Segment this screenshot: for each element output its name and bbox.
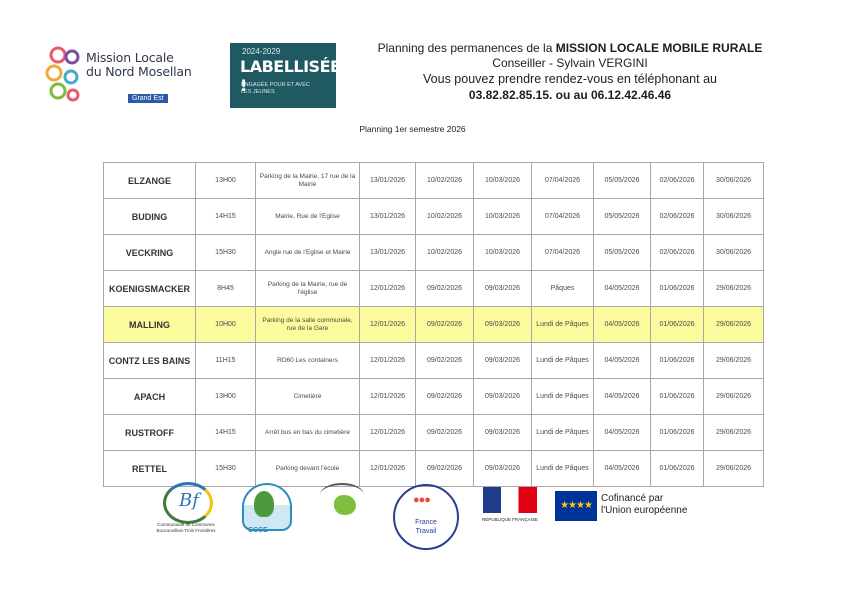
- republique-caption: RÉPUBLIQUE FRANÇAISE: [481, 517, 538, 522]
- date-cell: 12/01/2026: [360, 451, 416, 487]
- date-cell: 01/06/2026: [651, 415, 704, 451]
- date-cell: 04/05/2026: [594, 379, 651, 415]
- date-cell: 30/06/2026: [704, 199, 764, 235]
- town-cell: BUDING: [104, 199, 196, 235]
- date-cell: 05/05/2026: [594, 199, 651, 235]
- table-row: [104, 307, 764, 343]
- date-cell: 29/06/2026: [704, 379, 764, 415]
- town-cell: MALLING: [104, 307, 196, 343]
- region-tag: Grand Est: [128, 94, 168, 103]
- date-cell: 09/03/2026: [474, 415, 532, 451]
- date-cell: 12/01/2026: [360, 307, 416, 343]
- eu-caption-line2: l'Union européenne: [601, 505, 688, 516]
- eu-caption-line1: Cofinancé par: [601, 493, 664, 504]
- header-line3: Vous pouvez prendre rendez-vous en téléphonant au: [423, 72, 717, 86]
- date-cell: 07/04/2026: [532, 235, 594, 271]
- date-cell: 29/06/2026: [704, 343, 764, 379]
- time-cell: 14H15: [196, 199, 256, 235]
- date-cell: Lundi de Pâques: [532, 379, 594, 415]
- date-cell: 12/01/2026: [360, 379, 416, 415]
- place-cell: Parking de la Mairie, 17 rue de la Mairie: [256, 163, 360, 199]
- mission-locale-circles-icon: [44, 45, 84, 107]
- date-cell: 09/03/2026: [474, 379, 532, 415]
- badge-years: 2024-2029: [242, 47, 281, 56]
- logo-name-line2: du Nord Mosellan: [86, 64, 192, 79]
- place-cell: Parking de la salle communale, rue de la Gare: [256, 307, 360, 343]
- leaf-icon: [334, 495, 356, 515]
- date-cell: 10/02/2026: [416, 235, 474, 271]
- place-cell: Angle rue de l'Eglise et Mairie: [256, 235, 360, 271]
- table-row: [104, 235, 764, 271]
- date-cell: 13/01/2026: [360, 199, 416, 235]
- date-cell: 01/06/2026: [651, 307, 704, 343]
- date-cell: 09/02/2026: [416, 451, 474, 487]
- labellisee-badge: [230, 43, 341, 108]
- date-cell: 02/06/2026: [651, 163, 704, 199]
- header-line1-bold: MISSION LOCALE MOBILE RURALE: [555, 41, 763, 55]
- date-cell: 05/05/2026: [594, 163, 651, 199]
- mission-locale-name: [86, 51, 192, 79]
- france-travail-line1: France: [415, 519, 437, 526]
- header-line2: Conseiller - Sylvain VERGINI: [492, 56, 648, 70]
- town-cell: APACH: [104, 379, 196, 415]
- date-cell: 12/01/2026: [360, 415, 416, 451]
- table-row: [104, 379, 764, 415]
- place-cell: Mairie, Rue de l'Eglise: [256, 199, 360, 235]
- date-cell: 04/05/2026: [594, 307, 651, 343]
- place-cell: Arrêt bus en bas du cimetière: [256, 415, 360, 451]
- republique-francaise-logo: [481, 485, 539, 535]
- france-travail-line2: Travail: [415, 528, 437, 535]
- town-cell: ELZANGE: [104, 163, 196, 199]
- date-cell: 09/03/2026: [474, 451, 532, 487]
- date-cell: 10/03/2026: [474, 199, 532, 235]
- date-cell: 01/06/2026: [651, 451, 704, 487]
- time-cell: 11H15: [196, 343, 256, 379]
- date-cell: 09/02/2026: [416, 379, 474, 415]
- header-line1: [360, 41, 780, 56]
- date-cell: Lundi de Pâques: [532, 343, 594, 379]
- town-cell: RUSTROFF: [104, 415, 196, 451]
- table-row: [104, 343, 764, 379]
- date-cell: 04/05/2026: [594, 271, 651, 307]
- time-cell: 15H30: [196, 451, 256, 487]
- date-cell: 12/01/2026: [360, 343, 416, 379]
- eu-flag-icon: ★★★★: [555, 491, 597, 521]
- time-cell: 8H45: [196, 271, 256, 307]
- date-cell: 07/04/2026: [532, 199, 594, 235]
- table-row: [104, 271, 764, 307]
- ccb-partner-logo: [145, 480, 227, 540]
- france-travail-logo: [393, 484, 459, 550]
- badge-title: LABELLISÉE !: [240, 57, 341, 95]
- date-cell: 29/06/2026: [704, 307, 764, 343]
- date-cell: 07/04/2026: [532, 163, 594, 199]
- place-cell: Parking de la Mairie, rue de l'église: [256, 271, 360, 307]
- date-cell: 01/06/2026: [651, 271, 704, 307]
- date-cell: 13/01/2026: [360, 163, 416, 199]
- date-cell: Lundi de Pâques: [532, 415, 594, 451]
- town-cell: VECKRING: [104, 235, 196, 271]
- place-cell: Cimetière: [256, 379, 360, 415]
- mission-locale-logo: [44, 43, 194, 107]
- date-cell: 10/03/2026: [474, 235, 532, 271]
- date-cell: 02/06/2026: [651, 235, 704, 271]
- ccce-partner-logo: [242, 483, 292, 539]
- badge-subtitle: ENGAGÉE POUR ET AVEC LES JEUNES: [241, 82, 310, 95]
- schedule-table: [103, 162, 764, 487]
- table-row: [104, 415, 764, 451]
- date-cell: 09/03/2026: [474, 271, 532, 307]
- ccce-label: CCCE: [248, 527, 268, 534]
- date-cell: 30/06/2026: [704, 163, 764, 199]
- date-cell: 30/06/2026: [704, 235, 764, 271]
- date-cell: 01/06/2026: [651, 379, 704, 415]
- logo-name-line1: Mission Locale: [86, 50, 174, 65]
- date-cell: 12/01/2026: [360, 271, 416, 307]
- french-flag-icon: [483, 487, 537, 513]
- eu-cofinancing-logo: [555, 491, 705, 525]
- france-travail-dots-icon: ●●●: [413, 494, 430, 506]
- date-cell: 29/06/2026: [704, 415, 764, 451]
- time-cell: 13H00: [196, 379, 256, 415]
- date-cell: 01/06/2026: [651, 343, 704, 379]
- date-cell: 09/03/2026: [474, 307, 532, 343]
- date-cell: 09/02/2026: [416, 415, 474, 451]
- header-phone-numbers: 03.82.82.85.15. ou au 06.12.42.46.46: [468, 88, 672, 102]
- date-cell: 13/01/2026: [360, 235, 416, 271]
- date-cell: 29/06/2026: [704, 271, 764, 307]
- date-cell: 04/05/2026: [594, 415, 651, 451]
- date-cell: 02/06/2026: [651, 199, 704, 235]
- tree-icon: [254, 491, 274, 517]
- time-cell: 10H00: [196, 307, 256, 343]
- date-cell: 09/03/2026: [474, 343, 532, 379]
- date-cell: 05/05/2026: [594, 235, 651, 271]
- table-row: [104, 163, 764, 199]
- time-cell: 13H00: [196, 163, 256, 199]
- date-cell: 04/05/2026: [594, 451, 651, 487]
- date-cell: 29/06/2026: [704, 451, 764, 487]
- page-header: [360, 41, 780, 103]
- date-cell: 09/02/2026: [416, 343, 474, 379]
- cc3f-partner-logo: [318, 481, 368, 539]
- time-cell: 15H30: [196, 235, 256, 271]
- table-row: [104, 199, 764, 235]
- date-cell: 04/05/2026: [594, 343, 651, 379]
- time-cell: 14H15: [196, 415, 256, 451]
- ccb-b-glyph: Bf: [179, 490, 199, 511]
- date-cell: Pâques: [532, 271, 594, 307]
- town-cell: KOENIGSMACKER: [104, 271, 196, 307]
- date-cell: 09/02/2026: [416, 271, 474, 307]
- date-cell: Lundi de Pâques: [532, 451, 594, 487]
- town-cell: RETTEL: [104, 451, 196, 487]
- place-cell: Parking devant l'école: [256, 451, 360, 487]
- date-cell: 10/03/2026: [474, 163, 532, 199]
- date-cell: 10/02/2026: [416, 199, 474, 235]
- header-line1-prefix: Planning des permanences de la: [377, 41, 556, 55]
- date-cell: Lundi de Pâques: [532, 307, 594, 343]
- date-cell: 09/02/2026: [416, 307, 474, 343]
- eu-caption: [601, 493, 687, 517]
- place-cell: RD60 Les containers: [256, 343, 360, 379]
- town-cell: CONTZ LES BAINS: [104, 343, 196, 379]
- ccb-caption: Communauté de Communes Bouzonvillois-Trois Frontières: [156, 522, 216, 533]
- planning-subtitle: Planning 1er semestre 2026: [359, 124, 466, 134]
- date-cell: 10/02/2026: [416, 163, 474, 199]
